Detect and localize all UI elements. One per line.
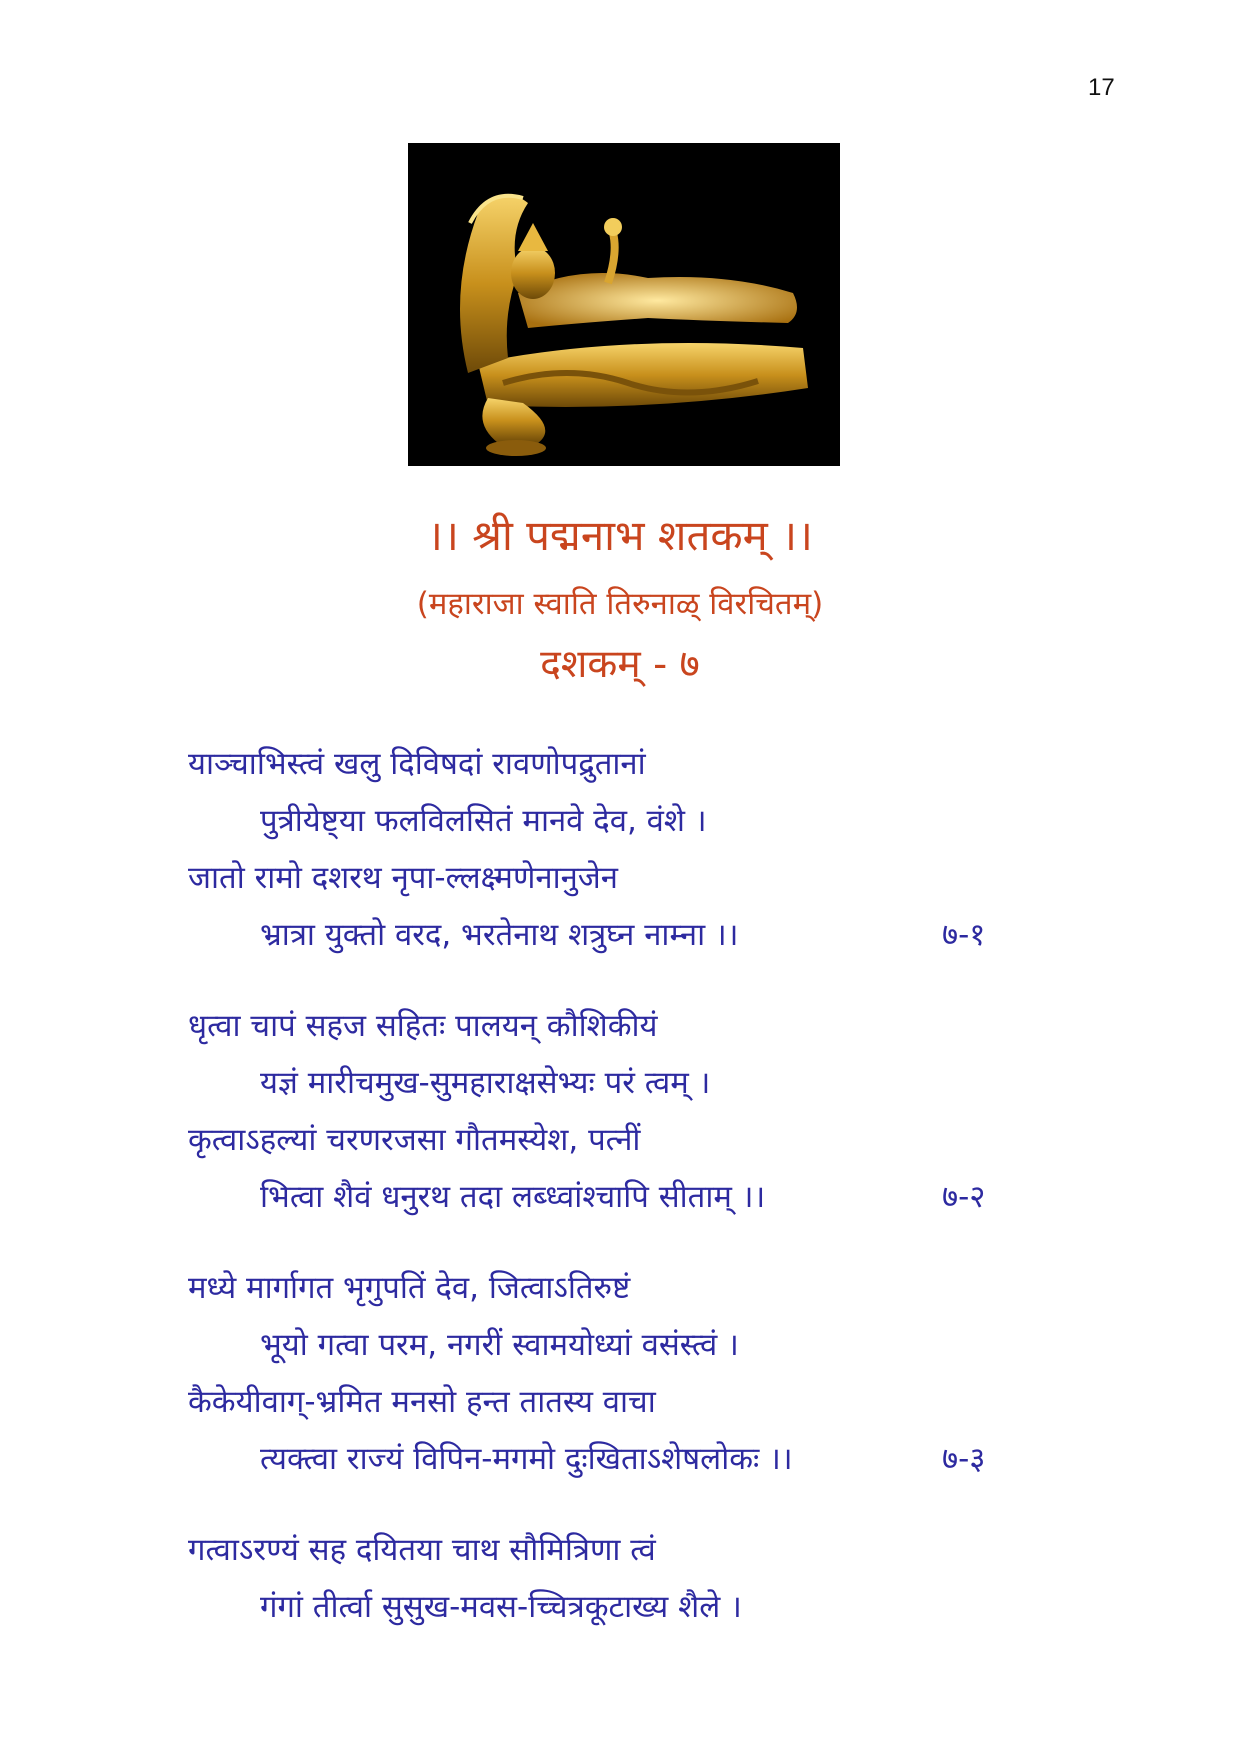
verse-list [188,736,1048,1670]
verse-line: कैकेयीवाग्-भ्रमित मनसो हन्त तातस्य वाचा [188,1384,656,1420]
verse-line: गंगां तीर्त्वा सुसुख-मवस-च्चित्रकूटाख्य शैले । [260,1589,742,1625]
verse-block [188,1260,1048,1488]
verse-line: याञ्चाभिस्त्वं खलु दिविषदां रावणोपद्रुतानां [188,746,646,782]
section-heading: दशकम् - ७ [540,642,700,687]
verse-line-last [188,907,1048,964]
verse-line-text: त्यक्त्वा राज्यं विपिन-मगमो दुःखिताऽशेषलोकः ।। [260,1441,793,1477]
verse-line: पुत्रीयेष्ट्या फलविलसितं मानवे देव, वंशे । [260,803,707,839]
verse-line: गत्वाऽरण्यं सह दयितया चाथ सौमित्रिणा त्वं [188,1532,656,1568]
verse-block [188,998,1048,1226]
page-subtitle: (महाराजा स्वाति तिरुनाळ् विरचितम्) [416,586,824,622]
verse-number: ७-१ [942,917,986,953]
verse-line: जातो रामो दशरथ नृपा-ल्लक्ष्मणेनानुजेन [188,860,619,896]
page-number: 17 [1088,74,1115,101]
verse-block [188,1522,1048,1636]
verse-line: कृत्वाऽहल्यां चरणरजसा गौतमस्येश, पत्नीं [188,1122,641,1158]
verse-block [188,736,1048,964]
verse-number: ७-२ [942,1179,986,1215]
verse-number: ७-३ [942,1441,986,1477]
verse-line-text: भ्रात्रा युक्तो वरद, भरतेनाथ शत्रुघ्न नाम्ना ।। [260,917,739,953]
page-title: ।। श्री पद्मनाभ शतकम् ।। [427,511,813,560]
verse-line: यज्ञं मारीचमुख-सुमहाराक्षसेभ्यः परं त्वम् । [260,1065,711,1101]
verse-line: मध्ये मार्गागत भृगुपतिं देव, जित्वाऽतिरुष्टं [188,1270,631,1306]
verse-line-last [188,1431,1048,1488]
padmanabha-idol-image [408,143,840,466]
verse-line-last [188,1169,1048,1226]
verse-line-text: भित्वा शैवं धनुरथ तदा लब्ध्वांश्चापि सीताम् ।। [260,1179,766,1215]
verse-line: धृत्वा चापं सहज सहितः पालयन् कौशिकीयं [188,1008,658,1044]
verse-line: भूयो गत्वा परम, नगरीं स्वामयोध्यां वसंस्त्वं । [260,1327,739,1363]
